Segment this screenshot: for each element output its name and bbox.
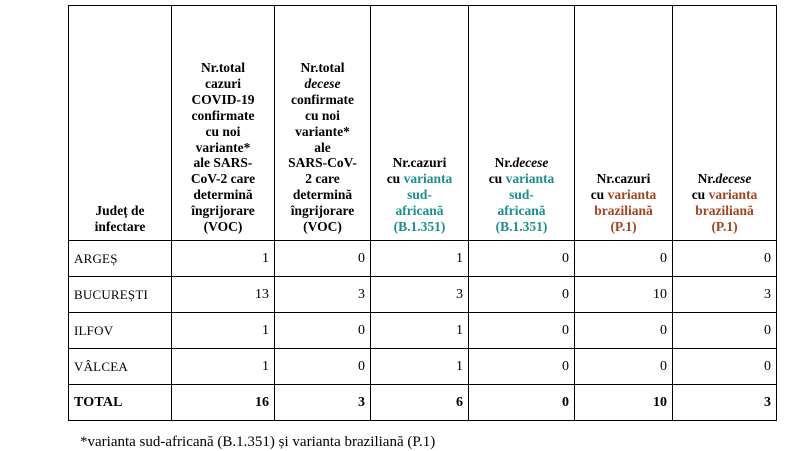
value-cell: 0 — [469, 277, 575, 313]
value-cell: 0 — [275, 313, 371, 349]
value-cell: 10 — [575, 277, 673, 313]
county-cell: BUCUREȘTI — [69, 277, 172, 313]
header-county: Județ de infectare — [69, 6, 172, 241]
value-cell: 1 — [371, 241, 469, 277]
total-label: TOTAL — [69, 385, 172, 421]
table-row — [69, 313, 777, 349]
header-total-cases: Nr.total cazuri COVID-19 confirmate cu noi variante* ale SARS- CoV-2 care determină îngrijorare (VOC) — [172, 6, 275, 241]
header-br-deaths: Nr.decese cu varianta braziliană (P.1) — [673, 6, 777, 241]
total-value-cell: 0 — [469, 385, 575, 421]
total-value-cell: 6 — [371, 385, 469, 421]
value-cell: 3 — [275, 277, 371, 313]
total-value-cell: 16 — [172, 385, 275, 421]
county-cell: ARGEȘ — [69, 241, 172, 277]
value-cell: 0 — [469, 241, 575, 277]
value-cell: 0 — [469, 349, 575, 385]
total-row — [69, 385, 777, 421]
table-row — [69, 349, 777, 385]
header-sa-cases: Nr.cazuri cu varianta sud- africană (B.1.351) — [371, 6, 469, 241]
value-cell: 0 — [673, 349, 777, 385]
header-br-cases: Nr.cazuri cu varianta braziliană (P.1) — [575, 6, 673, 241]
value-cell: 0 — [469, 313, 575, 349]
covid-variants-table — [68, 5, 777, 421]
value-cell: 0 — [275, 241, 371, 277]
value-cell: 1 — [371, 349, 469, 385]
value-cell: 1 — [371, 313, 469, 349]
value-cell: 3 — [673, 277, 777, 313]
value-cell: 0 — [575, 313, 673, 349]
header-row — [69, 6, 777, 241]
county-cell: VÂLCEA — [69, 349, 172, 385]
value-cell: 1 — [172, 241, 275, 277]
footnote: *varianta sud-africană (B.1.351) și varianta braziliană (P.1) — [80, 434, 436, 450]
value-cell: 0 — [575, 349, 673, 385]
value-cell: 0 — [275, 349, 371, 385]
total-value-cell: 10 — [575, 385, 673, 421]
total-value-cell: 3 — [673, 385, 777, 421]
table-row — [69, 241, 777, 277]
value-cell: 1 — [172, 313, 275, 349]
value-cell: 0 — [575, 241, 673, 277]
header-sa-deaths: Nr.decese cu varianta sud- africană (B.1.351) — [469, 6, 575, 241]
value-cell: 3 — [371, 277, 469, 313]
table-row — [69, 277, 777, 313]
value-cell: 13 — [172, 277, 275, 313]
header-total-deaths: Nr.total decese confirmate cu noi variante* ale SARS-CoV- 2 care determină îngrijorare (VOC) — [275, 6, 371, 241]
value-cell: 1 — [172, 349, 275, 385]
value-cell: 0 — [673, 313, 777, 349]
total-value-cell: 3 — [275, 385, 371, 421]
county-cell: ILFOV — [69, 313, 172, 349]
value-cell: 0 — [673, 241, 777, 277]
